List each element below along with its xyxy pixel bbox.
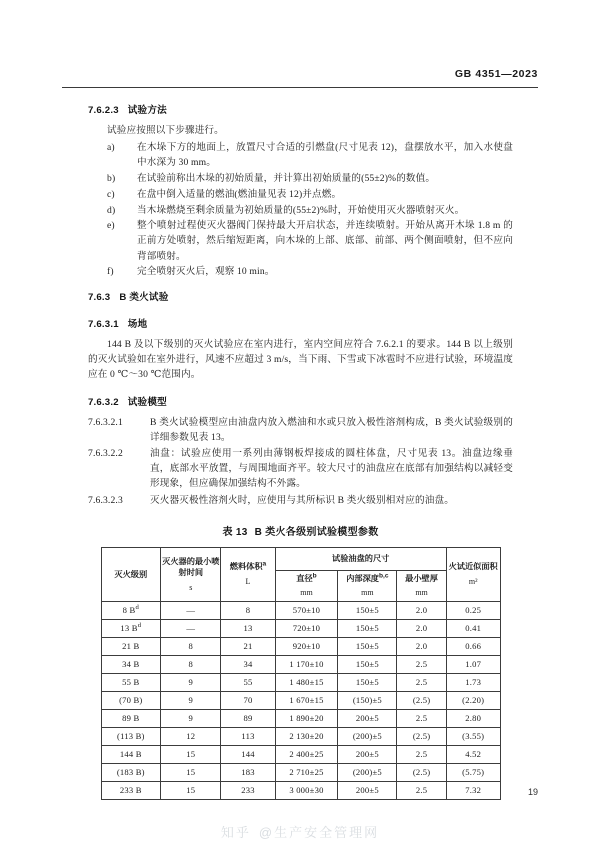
page-content <box>88 102 513 800</box>
cell-area: 0.41 <box>446 619 500 637</box>
list-item <box>88 171 513 186</box>
watermark-text: @生产安全管理网 <box>258 825 380 840</box>
col-header-min-wall-thickness <box>397 570 447 601</box>
header-divider <box>62 87 538 88</box>
subclause-text: 灭火器灭极性溶剂火时，应使用与其所标识 B 类火级别相对应的油盘。 <box>150 494 454 506</box>
footnote-marker: d <box>137 622 142 630</box>
cell-area: 0.25 <box>446 601 500 619</box>
paragraph-7-6-3-2-1 <box>88 415 513 445</box>
table-row <box>101 781 500 799</box>
page-header <box>62 68 538 88</box>
list-text: 当木垛燃烧至剩余质量为初始质量的(55±2)%时，开始使用灭火器喷射灭火。 <box>137 204 465 216</box>
col-header-rating: 灭火级别 <box>101 547 161 601</box>
cell-depth: 150±5 <box>338 601 397 619</box>
col-header-approx-area <box>446 547 500 601</box>
cell-rating <box>101 709 161 727</box>
cell-time: 15 <box>161 781 221 799</box>
col-header-min-discharge-time-unit: s <box>189 582 193 592</box>
subclause-text: 油盘：试验应使用一系列由薄钢板焊接成的圆柱体盘，尺寸见表 13。油盘边缘垂直，底部水平放置，与周围地面齐平。较大尺寸的油盘应在底部有加强结构以减轻变形现象，但应确保加强结构不外露。 <box>150 448 513 490</box>
cell-thickness: 2.5 <box>397 709 447 727</box>
list-item <box>88 218 513 264</box>
col-header-approx-area-unit: m² <box>468 576 478 586</box>
cell-diameter: 2 130±20 <box>275 727 338 745</box>
cell-thickness: 2.0 <box>397 601 447 619</box>
subclause-number: 7.6.3.2.2 <box>88 448 123 460</box>
list-marker: e) <box>107 220 115 232</box>
cell-diameter: 3 000±30 <box>275 781 338 799</box>
clause-number: 7.6.3.2 <box>88 396 119 408</box>
cell-depth: 150±5 <box>338 637 397 655</box>
cell-rating-text: 13 B <box>120 623 138 634</box>
clause-title: B 类火试验 <box>119 292 169 304</box>
clause-title: 场地 <box>127 319 148 331</box>
cell-thickness: (2.5) <box>397 691 447 709</box>
table-row <box>101 655 500 673</box>
clause-number: 7.6.3 <box>88 292 111 304</box>
cell-time: 9 <box>161 709 221 727</box>
paragraph-site-requirements: 144 B 及以下级别的灭火试验应在室内进行，室内空间应符合 7.6.2.1 的要求。144 B 以上级别的灭火试验如在室外进行，风速不应超过 3 m/s，当下雨、下雪或下冰雹时不应进行试验，环境温度应在 0 ℃～30 ℃范围内。 <box>88 339 513 381</box>
clause-title: 试验方法 <box>127 105 167 116</box>
cell-time: 9 <box>161 673 221 691</box>
table-row <box>101 691 500 709</box>
standard-number: GB 4351—2023 <box>454 68 538 80</box>
cell-diameter: 920±10 <box>275 637 338 655</box>
table-row <box>101 637 500 655</box>
paragraph-7-6-3-2-3 <box>88 493 513 508</box>
cell-diameter: 2 400±25 <box>275 745 338 763</box>
col-header-diameter <box>275 570 338 601</box>
cell-diameter: 570±10 <box>275 601 338 619</box>
cell-depth: (200)±5 <box>338 763 397 781</box>
cell-rating-text: (70 B) <box>119 695 143 706</box>
heading-7-6-2-3 <box>88 102 513 116</box>
cell-diameter: 1 480±15 <box>275 673 338 691</box>
list-text: 在木垛下方的地面上，放置尺寸合适的引燃盘(尺寸见表 12)，盘摆放水平，加入水使盘中水深为 30 mm。 <box>137 142 513 169</box>
table-row <box>101 601 500 619</box>
cell-volume: 70 <box>221 691 275 709</box>
cell-thickness: 2.0 <box>397 637 447 655</box>
paragraph-test-method-intro: 试验应按照以下步骤进行。 <box>107 125 224 136</box>
list-marker: b) <box>107 173 116 185</box>
clause-title: 试验模型 <box>127 396 167 408</box>
list-marker: c) <box>107 188 115 200</box>
cell-time: 15 <box>161 763 221 781</box>
table-body <box>101 601 500 799</box>
col-header-fuel-volume <box>221 547 275 601</box>
cell-time: — <box>161 619 221 637</box>
cell-time: — <box>161 601 221 619</box>
cell-thickness: (2.5) <box>397 727 447 745</box>
col-header-pan-dimensions-group: 试验油盘的尺寸 <box>275 547 446 570</box>
table-row <box>101 727 500 745</box>
cell-diameter: 1 170±10 <box>275 655 338 673</box>
table-b-class-fire-parameters <box>101 547 501 800</box>
watermark <box>0 822 600 841</box>
cell-depth: (150)±5 <box>338 691 397 709</box>
cell-rating <box>101 781 161 799</box>
cell-depth: 200±5 <box>338 709 397 727</box>
cell-volume: 183 <box>221 763 275 781</box>
table-row <box>101 763 500 781</box>
list-item <box>88 203 513 218</box>
cell-thickness: 2.5 <box>397 745 447 763</box>
list-item <box>88 187 513 202</box>
col-header-min-discharge-time <box>161 547 221 601</box>
cell-diameter: 720±10 <box>275 619 338 637</box>
cell-time: 15 <box>161 745 221 763</box>
cell-rating-text: 34 B <box>122 659 140 670</box>
list-text: 在试验前称出木垛的初始质量，并计算出初始质量的(55±2)%的数值。 <box>137 173 436 185</box>
col-header-min-wall-thickness-unit: mm <box>415 588 428 598</box>
col-header-approx-area-label: 火试近似面积 <box>448 562 498 572</box>
cell-area: 1.07 <box>446 655 500 673</box>
cell-rating-text: 8 B <box>122 605 136 616</box>
cell-depth: 200±5 <box>338 781 397 799</box>
footnote-marker-bc: b,c <box>378 572 389 580</box>
col-header-diameter-label: 直径 <box>296 573 313 583</box>
cell-depth: 150±5 <box>338 673 397 691</box>
cell-volume: 233 <box>221 781 275 799</box>
cell-thickness: 2.5 <box>397 781 447 799</box>
cell-rating <box>101 673 161 691</box>
table-label: 表 13 <box>222 526 248 538</box>
cell-volume: 13 <box>221 619 275 637</box>
cell-time: 8 <box>161 655 221 673</box>
cell-rating <box>101 763 161 781</box>
cell-area: (2.20) <box>446 691 500 709</box>
cell-rating <box>101 637 161 655</box>
cell-rating-text: 89 B <box>122 713 140 724</box>
cell-volume: 55 <box>221 673 275 691</box>
cell-thickness: 2.5 <box>397 673 447 691</box>
cell-volume: 8 <box>221 601 275 619</box>
cell-rating <box>101 745 161 763</box>
subclause-number: 7.6.3.2.1 <box>88 416 123 428</box>
list-item <box>88 264 513 279</box>
cell-rating-text: 55 B <box>122 677 140 688</box>
list-item <box>88 140 513 170</box>
table-head <box>101 547 500 601</box>
cell-depth: 150±5 <box>338 655 397 673</box>
list-text: 完全喷射灭火后，观察 10 min。 <box>137 266 275 278</box>
page-number: 19 <box>527 787 538 797</box>
col-header-min-discharge-time-label: 灭火器的最小喷射时间 <box>162 556 220 578</box>
heading-7-6-3-2 <box>88 394 513 408</box>
col-header-inner-depth-unit: mm <box>361 588 374 598</box>
clause-number: 7.6.3.1 <box>88 319 119 331</box>
cell-thickness: (2.5) <box>397 763 447 781</box>
watermark-logo: 知乎 <box>220 825 251 840</box>
cell-thickness: 2.0 <box>397 619 447 637</box>
col-header-inner-depth <box>338 570 397 601</box>
cell-rating-text: (113 B) <box>117 731 145 742</box>
cell-volume: 113 <box>221 727 275 745</box>
table-row <box>101 619 500 637</box>
cell-depth: 150±5 <box>338 619 397 637</box>
cell-area: 2.80 <box>446 709 500 727</box>
cell-area: (3.55) <box>446 727 500 745</box>
cell-time: 9 <box>161 691 221 709</box>
footnote-marker-a: a <box>262 560 267 568</box>
cell-area: 0.66 <box>446 637 500 655</box>
col-header-diameter-unit: mm <box>300 588 313 598</box>
list-text: 整个喷射过程使灭火器阀门保持最大开启状态，并连续喷射。开始从离开木垛 1.8 m 的正前方处喷射，然后缩短距离，向木垛的上部、底部、前部、两个侧面喷射，但不应向背部喷射。 <box>137 220 513 262</box>
cell-rating-text: (183 B) <box>116 767 145 778</box>
table-row <box>101 673 500 691</box>
cell-rating <box>101 727 161 745</box>
cell-rating-text: 233 B <box>119 785 142 796</box>
clause-number: 7.6.2.3 <box>88 105 119 116</box>
cell-volume: 144 <box>221 745 275 763</box>
cell-volume: 34 <box>221 655 275 673</box>
table-title-text: B 类火各级别试验模型参数 <box>254 526 379 538</box>
cell-area: 4.52 <box>446 745 500 763</box>
cell-area: (5.75) <box>446 763 500 781</box>
subclause-text: B 类火试验模型应由油盘内放入燃油和水或只放入极性溶剂构成，B 类火试验级别的详细参数见表 13。 <box>150 416 513 443</box>
subclause-number: 7.6.3.2.3 <box>88 494 123 506</box>
cell-diameter: 1 670±15 <box>275 691 338 709</box>
col-header-fuel-volume-label: 燃料体积 <box>229 562 263 572</box>
table-row <box>101 745 500 763</box>
paragraph-7-6-3-2-2 <box>88 446 513 492</box>
cell-depth: (200)±5 <box>338 727 397 745</box>
col-header-min-wall-thickness-label: 最小壁厚 <box>405 573 438 583</box>
col-header-inner-depth-label: 内部深度 <box>346 573 379 583</box>
cell-rating <box>101 601 161 619</box>
cell-area: 1.73 <box>446 673 500 691</box>
heading-7-6-3 <box>88 289 513 303</box>
cell-depth: 200±5 <box>338 745 397 763</box>
cell-rating <box>101 691 161 709</box>
list-marker: a) <box>107 142 115 154</box>
table-header-row-1 <box>101 547 500 570</box>
cell-volume: 21 <box>221 637 275 655</box>
cell-volume: 89 <box>221 709 275 727</box>
cell-rating <box>101 619 161 637</box>
cell-time: 8 <box>161 637 221 655</box>
cell-time: 12 <box>161 727 221 745</box>
footnote-marker: d <box>135 604 139 612</box>
list-text: 在盘中倒入适量的燃油(燃油量见表 12)并点燃。 <box>137 188 342 200</box>
list-marker: f) <box>107 266 114 278</box>
list-marker: d) <box>107 204 116 216</box>
cell-rating-text: 21 B <box>122 641 140 652</box>
cell-area: 7.32 <box>446 781 500 799</box>
table-caption <box>88 523 513 538</box>
cell-rating-text: 144 B <box>119 749 142 760</box>
footnote-marker-b: b <box>312 572 317 580</box>
cell-diameter: 1 890±20 <box>275 709 338 727</box>
test-steps-list <box>88 140 513 279</box>
cell-rating <box>101 655 161 673</box>
cell-diameter: 2 710±25 <box>275 763 338 781</box>
heading-7-6-3-1 <box>88 316 513 330</box>
col-header-fuel-volume-unit: L <box>245 576 251 586</box>
table-row <box>101 709 500 727</box>
cell-thickness: 2.5 <box>397 655 447 673</box>
